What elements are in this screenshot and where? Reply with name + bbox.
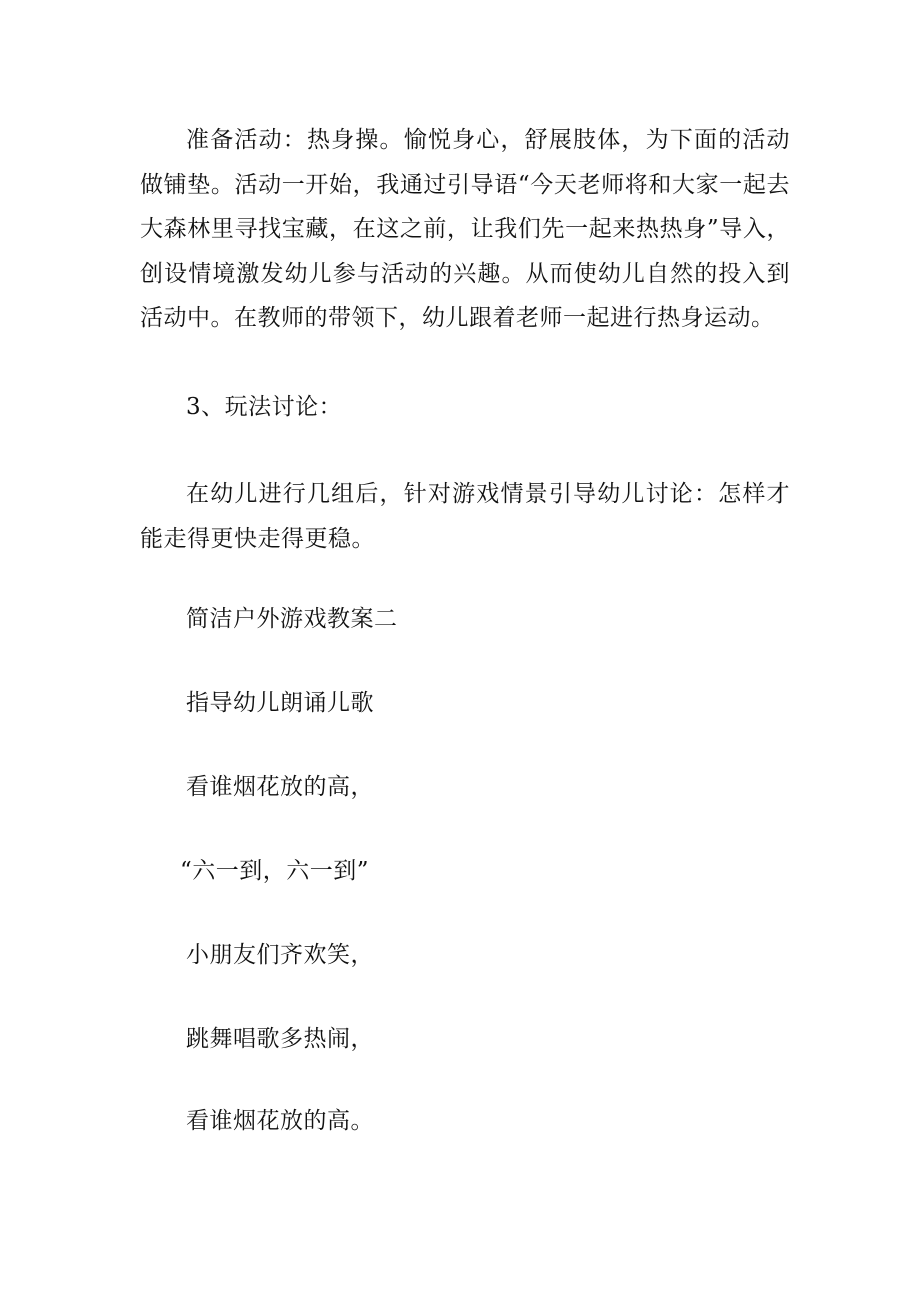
poem-line: 看谁烟花放的高， xyxy=(186,774,374,800)
section-heading-gameplay-discussion: 3、玩法讨论： xyxy=(186,394,343,420)
paragraph-warmup: 准备活动：热身操。愉悦身心，舒展肢体，为下面的活动做铺垫。活动一开始，我通过引导语“今天老师将和大家一起去大森林里寻找宝藏，在这之前，让我们先一起来热热身”导入，创设情境激发幼儿参与活动的兴趣。从而使幼儿自然的投入到活动中。在教师的带领下，幼儿跟着老师一起进行热身运动。 xyxy=(140,127,790,331)
instruction-line: 指导幼儿朗诵儿歌 xyxy=(186,690,374,716)
poem-line: 小朋友们齐欢笑， xyxy=(186,942,374,968)
paragraph-discussion: 在幼儿进行几组后，针对游戏情景引导幼儿讨论：怎样才能走得更快走得更稳。 xyxy=(140,481,790,552)
poem-line: 跳舞唱歌多热闹， xyxy=(186,1026,374,1052)
section-title: 简洁户外游戏教案二 xyxy=(186,606,398,632)
poem-line: “六一到，六一到” xyxy=(180,858,370,884)
poem-line: 看谁烟花放的高。 xyxy=(186,1108,374,1134)
